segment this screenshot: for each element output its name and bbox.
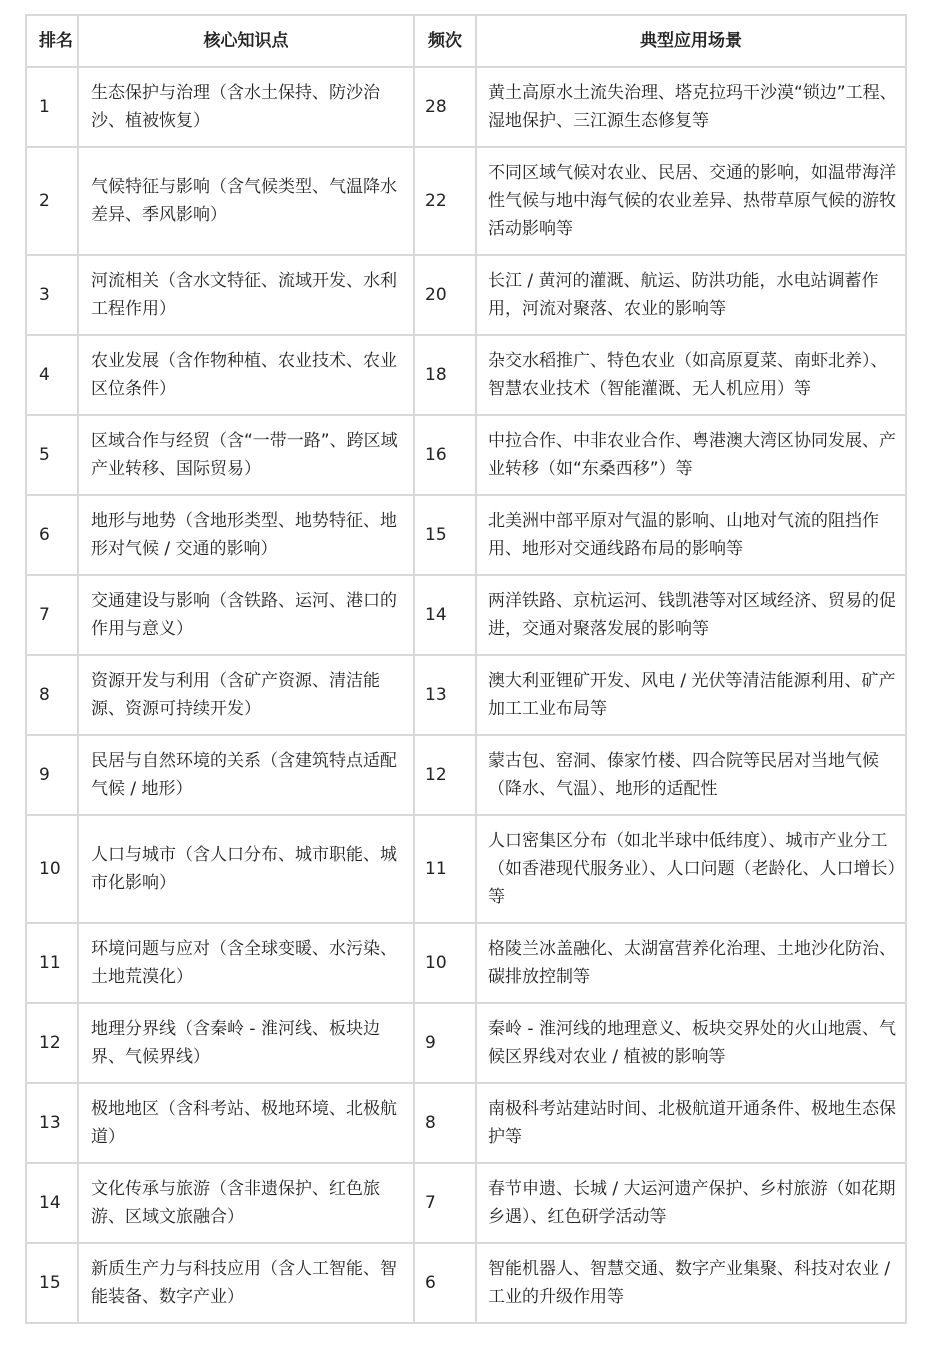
- table-header-row: [26, 15, 906, 67]
- cell-application-scene: 智能机器人、智慧交通、数字产业集聚、科技对农业 / 工业的升级作用等: [476, 1243, 906, 1323]
- cell-rank: 2: [26, 147, 78, 255]
- cell-application-scene: 蒙古包、窑洞、傣家竹楼、四合院等民居对当地气候（降水、气温）、地形的适配性: [476, 735, 906, 815]
- cell-rank: 11: [26, 923, 78, 1003]
- cell-knowledge-point: 人口与城市（含人口分布、城市职能、城市化影响）: [78, 815, 414, 923]
- cell-frequency: 22: [414, 147, 476, 255]
- cell-knowledge-point: 地理分界线（含秦岭 - 淮河线、板块边界、气候界线）: [78, 1003, 414, 1083]
- cell-frequency: 7: [414, 1163, 476, 1243]
- cell-application-scene: 南极科考站建站时间、北极航道开通条件、极地生态保护等: [476, 1083, 906, 1163]
- cell-application-scene: 黄土高原水土流失治理、塔克拉玛干沙漠“锁边”工程、湿地保护、三江源生态修复等: [476, 67, 906, 147]
- table-row: [26, 735, 906, 815]
- cell-application-scene: 秦岭 - 淮河线的地理意义、板块交界处的火山地震、气候区界线对农业 / 植被的影响等: [476, 1003, 906, 1083]
- cell-rank: 9: [26, 735, 78, 815]
- table-row: [26, 1163, 906, 1243]
- cell-rank: 4: [26, 335, 78, 415]
- cell-rank: 13: [26, 1083, 78, 1163]
- header-frequency: 频次: [414, 15, 476, 67]
- cell-frequency: 15: [414, 495, 476, 575]
- cell-rank: 6: [26, 495, 78, 575]
- cell-knowledge-point: 农业发展（含作物种植、农业技术、农业区位条件）: [78, 335, 414, 415]
- cell-application-scene: 长江 / 黄河的灌溉、航运、防洪功能，水电站调蓄作用，河流对聚落、农业的影响等: [476, 255, 906, 335]
- cell-knowledge-point: 极地地区（含科考站、极地环境、北极航道）: [78, 1083, 414, 1163]
- table-row: [26, 575, 906, 655]
- cell-knowledge-point: 民居与自然环境的关系（含建筑特点适配气候 / 地形）: [78, 735, 414, 815]
- table-row: [26, 147, 906, 255]
- cell-rank: 5: [26, 415, 78, 495]
- cell-frequency: 9: [414, 1003, 476, 1083]
- cell-knowledge-point: 环境问题与应对（含全球变暖、水污染、土地荒漠化）: [78, 923, 414, 1003]
- cell-rank: 14: [26, 1163, 78, 1243]
- cell-frequency: 28: [414, 67, 476, 147]
- cell-frequency: 18: [414, 335, 476, 415]
- cell-frequency: 20: [414, 255, 476, 335]
- cell-knowledge-point: 资源开发与利用（含矿产资源、清洁能源、资源可持续开发）: [78, 655, 414, 735]
- cell-knowledge-point: 新质生产力与科技应用（含人工智能、智能装备、数字产业）: [78, 1243, 414, 1323]
- cell-application-scene: 杂交水稻推广、特色农业（如高原夏菜、南虾北养）、智慧农业技术（智能灌溉、无人机应用）等: [476, 335, 906, 415]
- cell-knowledge-point: 生态保护与治理（含水土保持、防沙治沙、植被恢复）: [78, 67, 414, 147]
- header-application-scene: 典型应用场景: [476, 15, 906, 67]
- cell-frequency: 12: [414, 735, 476, 815]
- cell-rank: 12: [26, 1003, 78, 1083]
- cell-application-scene: 中拉合作、中非农业合作、粤港澳大湾区协同发展、产业转移（如“东桑西移”）等: [476, 415, 906, 495]
- table-row: [26, 815, 906, 923]
- cell-frequency: 13: [414, 655, 476, 735]
- cell-application-scene: 北美洲中部平原对气温的影响、山地对气流的阻挡作用、地形对交通线路布局的影响等: [476, 495, 906, 575]
- cell-knowledge-point: 文化传承与旅游（含非遗保护、红色旅游、区域文旅融合）: [78, 1163, 414, 1243]
- table-row: [26, 1243, 906, 1323]
- cell-application-scene: 春节申遗、长城 / 大运河遗产保护、乡村旅游（如花期乡遇）、红色研学活动等: [476, 1163, 906, 1243]
- cell-frequency: 10: [414, 923, 476, 1003]
- cell-frequency: 11: [414, 815, 476, 923]
- cell-application-scene: 人口密集区分布（如北半球中低纬度）、城市产业分工（如香港现代服务业）、人口问题（老龄化、人口增长）等: [476, 815, 906, 923]
- cell-knowledge-point: 地形与地势（含地形类型、地势特征、地形对气候 / 交通的影响）: [78, 495, 414, 575]
- table-row: [26, 1083, 906, 1163]
- header-knowledge-point: 核心知识点: [78, 15, 414, 67]
- cell-application-scene: 不同区域气候对农业、民居、交通的影响，如温带海洋性气候与地中海气候的农业差异、热带草原气候的游牧活动影响等: [476, 147, 906, 255]
- cell-rank: 7: [26, 575, 78, 655]
- table-row: [26, 495, 906, 575]
- cell-frequency: 8: [414, 1083, 476, 1163]
- cell-rank: 15: [26, 1243, 78, 1323]
- cell-frequency: 16: [414, 415, 476, 495]
- cell-knowledge-point: 交通建设与影响（含铁路、运河、港口的作用与意义）: [78, 575, 414, 655]
- cell-rank: 10: [26, 815, 78, 923]
- cell-frequency: 6: [414, 1243, 476, 1323]
- cell-knowledge-point: 区域合作与经贸（含“一带一路”、跨区域产业转移、国际贸易）: [78, 415, 414, 495]
- table-row: [26, 67, 906, 147]
- table-row: [26, 335, 906, 415]
- table-row: [26, 923, 906, 1003]
- cell-application-scene: 两洋铁路、京杭运河、钱凯港等对区域经济、贸易的促进，交通对聚落发展的影响等: [476, 575, 906, 655]
- cell-rank: 1: [26, 67, 78, 147]
- cell-rank: 8: [26, 655, 78, 735]
- cell-knowledge-point: 河流相关（含水文特征、流域开发、水利工程作用）: [78, 255, 414, 335]
- table-row: [26, 415, 906, 495]
- cell-knowledge-point: 气候特征与影响（含气候类型、气温降水差异、季风影响）: [78, 147, 414, 255]
- cell-application-scene: 澳大利亚锂矿开发、风电 / 光伏等清洁能源利用、矿产加工工业布局等: [476, 655, 906, 735]
- table-row: [26, 655, 906, 735]
- cell-application-scene: 格陵兰冰盖融化、太湖富营养化治理、土地沙化防治、碳排放控制等: [476, 923, 906, 1003]
- table-row: [26, 255, 906, 335]
- cell-frequency: 14: [414, 575, 476, 655]
- header-rank: 排名: [26, 15, 78, 67]
- knowledge-table: [25, 14, 907, 1324]
- table-row: [26, 1003, 906, 1083]
- cell-rank: 3: [26, 255, 78, 335]
